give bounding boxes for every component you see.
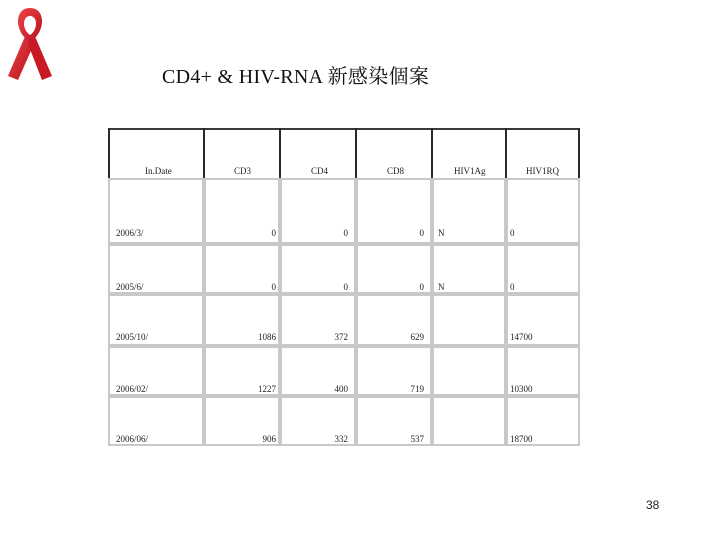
- table-cell: [434, 398, 504, 444]
- header-divider: [203, 128, 205, 178]
- slide-title: CD4+ & HIV-RNA 新感染個案: [162, 66, 430, 88]
- date-cell: 2005/6/: [116, 282, 144, 292]
- page-number: 38: [646, 498, 660, 512]
- table-cell: [206, 180, 278, 242]
- column-header: HIV1RQ: [526, 166, 559, 176]
- header-divider: [355, 128, 357, 178]
- value-cell: 629: [410, 332, 424, 342]
- value-cell: N: [438, 282, 445, 292]
- value-cell: 537: [410, 434, 424, 444]
- value-cell: 1086: [258, 332, 276, 342]
- column-header: CD4: [311, 166, 329, 176]
- value-cell: 372: [334, 332, 348, 342]
- value-cell: 14700: [510, 332, 533, 342]
- value-cell: 0: [271, 282, 276, 292]
- data-table: [108, 128, 580, 446]
- date-cell: 2005/10/: [116, 332, 149, 342]
- awareness-ribbon-icon: [4, 4, 60, 80]
- value-cell: 0: [510, 282, 515, 292]
- value-cell: 332: [334, 434, 348, 444]
- value-cell: 0: [419, 282, 424, 292]
- table-header: [108, 128, 580, 178]
- value-cell: 906: [262, 434, 276, 444]
- value-cell: 0: [343, 282, 348, 292]
- value-cell: N: [438, 228, 445, 238]
- table-cell: [508, 180, 578, 242]
- table-cell: [434, 348, 504, 394]
- table-cell: [508, 246, 578, 292]
- column-header: In.Date: [145, 166, 172, 176]
- value-cell: 0: [419, 228, 424, 238]
- value-cell: 400: [334, 384, 348, 394]
- value-cell: 0: [343, 228, 348, 238]
- header-divider: [431, 128, 433, 178]
- date-cell: 2006/06/: [116, 434, 149, 444]
- header-edge: [108, 128, 110, 178]
- date-cell: 2006/02/: [116, 384, 149, 394]
- value-cell: 1227: [258, 384, 276, 394]
- table-cell: [434, 296, 504, 344]
- header-edge: [578, 128, 580, 178]
- header-divider: [279, 128, 281, 178]
- value-cell: 0: [271, 228, 276, 238]
- value-cell: 10300: [510, 384, 533, 394]
- column-header: CD8: [387, 166, 405, 176]
- table-cell: [206, 246, 278, 292]
- column-header: HIV1Ag: [454, 166, 486, 176]
- date-cell: 2006/3/: [116, 228, 144, 238]
- column-header: CD3: [234, 166, 252, 176]
- value-cell: 0: [510, 228, 515, 238]
- value-cell: 18700: [510, 434, 533, 444]
- value-cell: 719: [410, 384, 424, 394]
- header-divider: [505, 128, 507, 178]
